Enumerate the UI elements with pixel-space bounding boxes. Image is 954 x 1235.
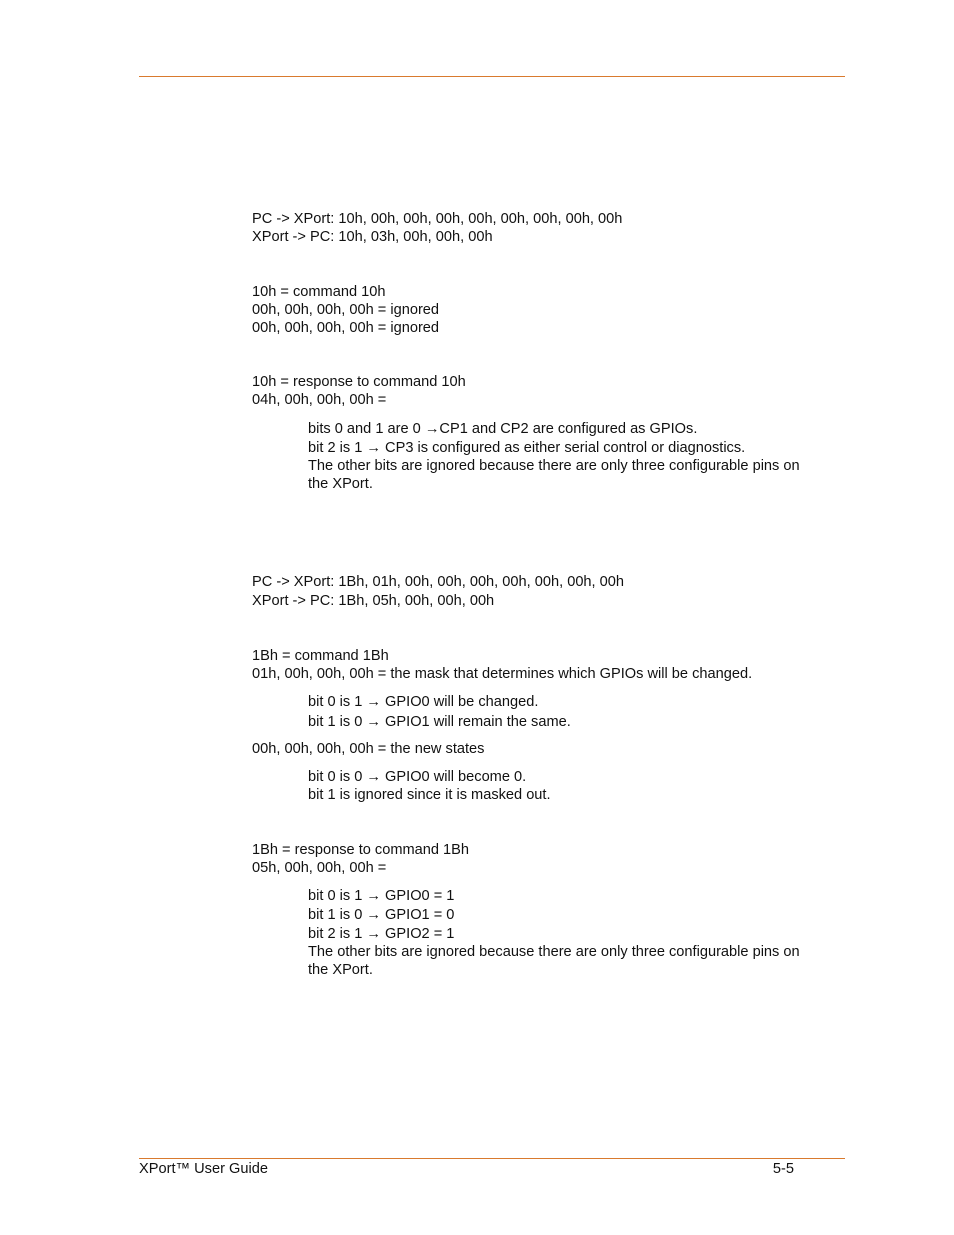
ex1-bit-line: the XPort. (308, 476, 373, 492)
ex2-mask-bit: bit 1 is 0 → GPIO1 will remain the same. (308, 714, 571, 730)
ex1-cmd-line: 00h, 00h, 00h, 00h = ignored (252, 320, 440, 336)
ex1-resp-line: 10h = response to command 10h (252, 374, 466, 390)
ex2-cmd-line: 1Bh = command 1Bh (252, 648, 389, 664)
ex1-resp-line: 04h, 00h, 00h, 00h = (252, 392, 387, 408)
footer-guide-title: XPort™ User Guide (139, 1161, 268, 1177)
ex1-cmd-line: 10h = command 10h (252, 284, 386, 300)
footer-page-number: 5-5 (772, 1161, 794, 1177)
ex2-mask-bit: bit 0 is 1 → GPIO0 will be changed. (308, 694, 539, 710)
ex2-resp-line: 05h, 00h, 00h, 00h = (252, 860, 387, 876)
ex2-states-line: 00h, 00h, 00h, 00h = the new states (252, 741, 485, 757)
ex2-resp-line: 1Bh = response to command 1Bh (252, 842, 470, 858)
ex1-reply: XPort -> PC: 10h, 03h, 00h, 00h, 00h (252, 229, 493, 245)
footer-rule (139, 1158, 845, 1159)
ex1-bit-line: bits 0 and 1 are 0 →CP1 and CP2 are configured as GPIOs. (308, 421, 698, 437)
ex2-state-bit: bit 1 is ignored since it is masked out. (308, 787, 551, 803)
ex2-reply: XPort -> PC: 1Bh, 05h, 00h, 00h, 00h (252, 593, 495, 609)
ex2-state-bit: bit 0 is 0 → GPIO0 will become 0. (308, 769, 527, 785)
ex2-resp-bit: bit 1 is 0 → GPIO1 = 0 (308, 907, 455, 923)
ex1-bit-line: The other bits are ignored because there are only three configurable pins on (308, 458, 800, 474)
header-rule (139, 76, 845, 77)
ex2-resp-bit: the XPort. (308, 962, 373, 978)
ex2-request: PC -> XPort: 1Bh, 01h, 00h, 00h, 00h, 00h, 00h, 00h, 00h (252, 574, 625, 590)
ex1-bit-line: bit 2 is 1 → CP3 is configured as either serial control or diagnostics. (308, 440, 746, 456)
ex1-request: PC -> XPort: 10h, 00h, 00h, 00h, 00h, 00h, 00h, 00h, 00h (252, 211, 623, 227)
ex2-cmd-line: 01h, 00h, 00h, 00h = the mask that determines which GPIOs will be changed. (252, 666, 753, 682)
ex2-resp-bit: The other bits are ignored because there are only three configurable pins on (308, 944, 800, 960)
ex2-resp-bit: bit 2 is 1 → GPIO2 = 1 (308, 926, 455, 942)
ex2-resp-bit: bit 0 is 1 → GPIO0 = 1 (308, 888, 455, 904)
ex1-cmd-line: 00h, 00h, 00h, 00h = ignored (252, 302, 440, 318)
